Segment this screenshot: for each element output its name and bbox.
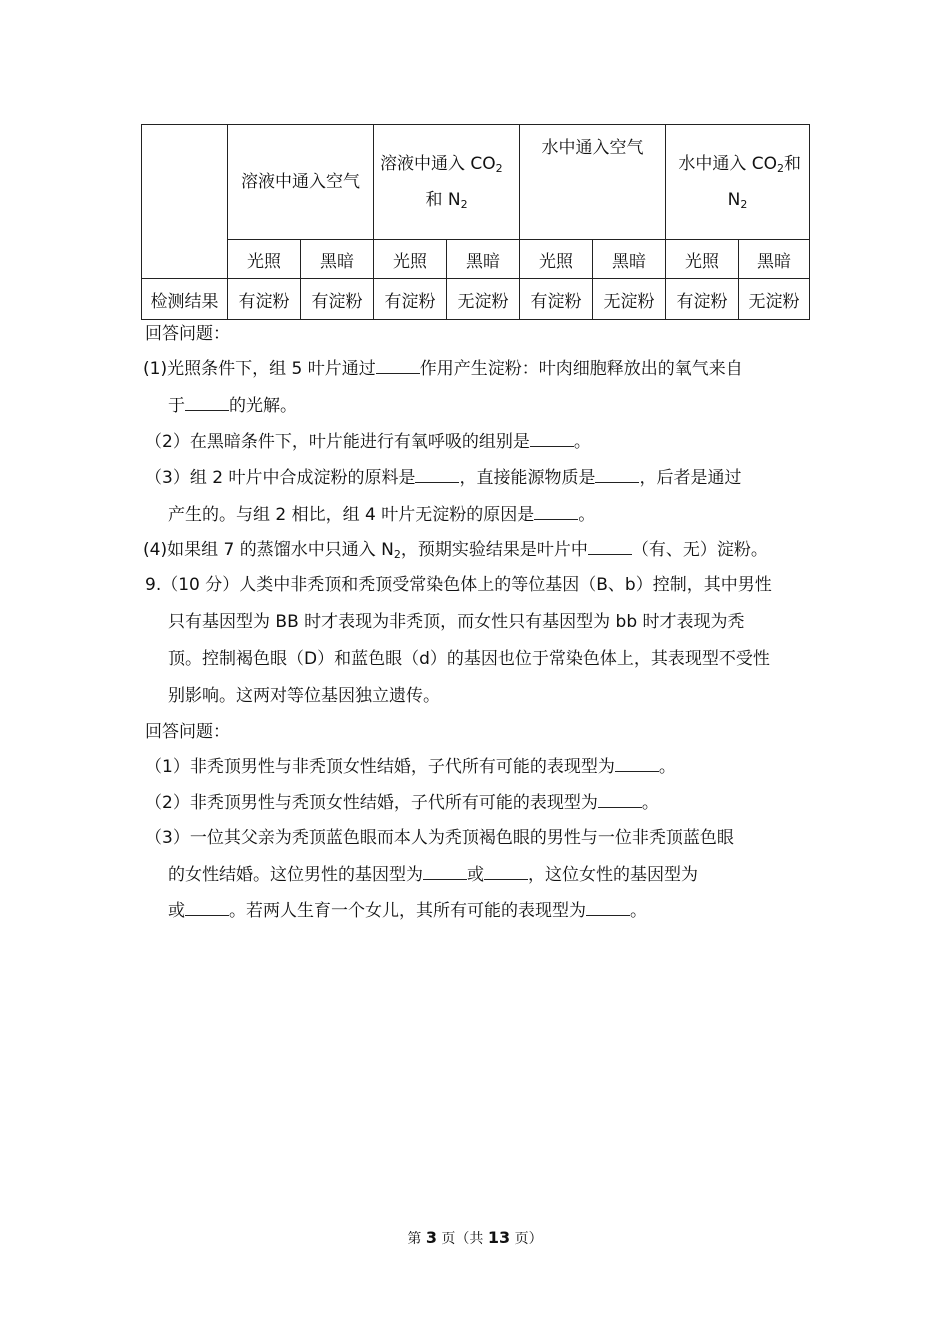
light-cell: 光照 (228, 240, 301, 279)
experiment-table (141, 124, 810, 320)
q8-item-1-cont: 于 的光解。 (168, 396, 297, 416)
group-header: 溶液中通入空气 (241, 172, 360, 192)
answer-blank (415, 466, 459, 483)
light-cell: 光照 (520, 240, 593, 279)
answer-blank (376, 357, 420, 374)
group-header-cell (374, 125, 520, 240)
q8-item-1: (1)光照条件下，组 5 叶片通过 作用产生淀粉：叶肉细胞释放出的氧气来自 (143, 359, 743, 379)
answer-blank (534, 503, 578, 520)
group-header: 水中通入空气 (541, 138, 644, 158)
q8-item-4: (4)如果组 7 的蒸馏水中只通入 $N_2$，预期实验结果是叶片中 （有、无）淀粉。 (143, 540, 768, 561)
table-corner-cell (142, 125, 228, 279)
answer-blank (588, 538, 632, 555)
dark-cell: 黑暗 (739, 240, 810, 279)
q9-stem-line: 顶。控制褐色眼（D）和蓝色眼（d）的基因也位于常染色体上，其表现型不受性 (168, 649, 770, 669)
row-label: 检测结果 (142, 279, 228, 320)
dark-cell: 黑暗 (301, 240, 374, 279)
answer-blank (586, 899, 630, 916)
result-cell: 无淀粉 (593, 279, 666, 320)
page-footer: 第 3 页（共 13 页） (407, 1228, 543, 1247)
q9-stem-line: 只有基因型为 BB 时才表现为非秃顶，而女性只有基因型为 bb 时才表现为秃 (168, 612, 745, 632)
q9-item-3: （3）一位其父亲为秃顶蓝色眼而本人为秃顶褐色眼的男性与一位非秃顶蓝色眼 (145, 828, 734, 848)
dark-cell: 黑暗 (447, 240, 520, 279)
group-header: 和 $N_2$ (425, 190, 468, 211)
light-cell: 光照 (666, 240, 739, 279)
light-cell: 光照 (374, 240, 447, 279)
table-light-row (142, 240, 810, 279)
group-header: 水中通入 $CO_2$和 (678, 154, 801, 175)
answer-blank (185, 394, 229, 411)
q8-item-3: （3）组 2 叶片中合成淀粉的原料是 ，直接能源物质是 ，后者是通过 (145, 468, 742, 488)
page-total: 13 (487, 1228, 511, 1247)
group-header: 溶液中通入 $CO_2$ (380, 154, 503, 175)
answer-blank (530, 430, 574, 447)
q9-item-3-cont: 的女性结婚。这位男性的基因型为 或 ，这位女性的基因型为 (168, 865, 698, 885)
result-cell: 有淀粉 (301, 279, 374, 320)
answer-heading: 回答问题： (145, 324, 230, 344)
answer-blank (598, 791, 642, 808)
group-header-cell (228, 125, 374, 240)
result-cell: 无淀粉 (739, 279, 810, 320)
answer-blank (185, 899, 229, 916)
group-header-cell (520, 125, 666, 240)
group-header-cell (666, 125, 810, 240)
q9-item-3-cont: 或 。若两人生育一个女儿，其所有可能的表现型为 。 (168, 901, 647, 921)
q8-item-2: （2）在黑暗条件下，叶片能进行有氧呼吸的组别是 。 (145, 432, 591, 452)
page-number: 3 (425, 1228, 437, 1247)
answer-blank (615, 755, 659, 772)
result-cell: 有淀粉 (374, 279, 447, 320)
dark-cell: 黑暗 (593, 240, 666, 279)
group-header: $N_2$ (727, 190, 748, 211)
table-result-row (142, 279, 810, 320)
result-cell: 有淀粉 (520, 279, 593, 320)
q9-item-2: （2）非秃顶男性与秃顶女性结婚，子代所有可能的表现型为 。 (145, 793, 659, 813)
answer-heading: 回答问题： (145, 722, 230, 742)
q8-item-3-cont: 产生的。与组 2 相比，组 4 叶片无淀粉的原因是 。 (168, 505, 596, 525)
result-cell: 有淀粉 (228, 279, 301, 320)
answer-blank (595, 466, 639, 483)
q9-stem-line: 9.（10 分）人类中非秃顶和秃顶受常染色体上的等位基因（B、b）控制，其中男性 (145, 575, 772, 595)
table-header-row (142, 125, 810, 240)
result-cell: 无淀粉 (447, 279, 520, 320)
answer-blank (484, 863, 528, 880)
q9-stem-line: 别影响。这两对等位基因独立遗传。 (168, 686, 440, 706)
answer-blank (423, 863, 467, 880)
q9-item-1: （1）非秃顶男性与非秃顶女性结婚，子代所有可能的表现型为 。 (145, 757, 676, 777)
result-cell: 有淀粉 (666, 279, 739, 320)
